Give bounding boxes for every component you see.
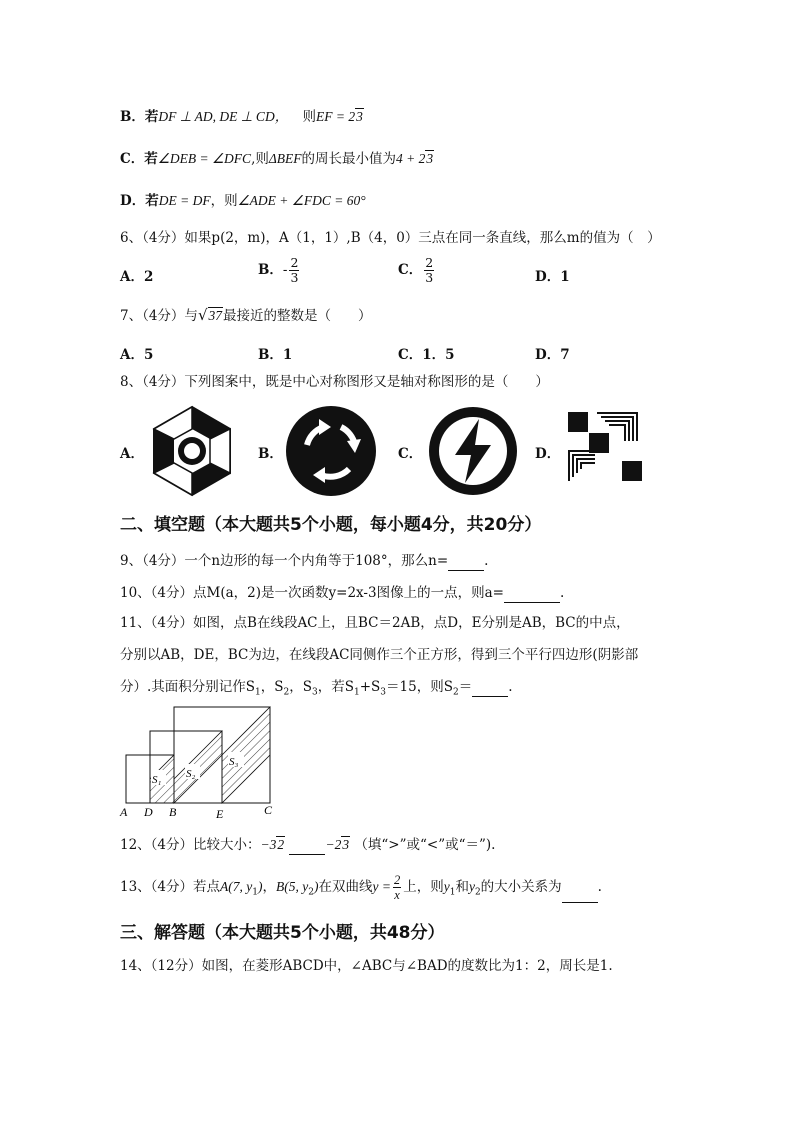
q9-text: 9、（4分）一个n边形的每一个内角等于108°，那么n= . bbox=[120, 553, 489, 569]
q11-point-b: B bbox=[169, 805, 177, 819]
q11-label-s3: S₃ bbox=[229, 756, 239, 768]
q11-label-s2: S₂ bbox=[186, 768, 196, 780]
q11-point-e: E bbox=[216, 807, 224, 820]
q8-figure-b-rotating-arrows bbox=[285, 405, 377, 497]
q11-point-d: D bbox=[144, 805, 153, 819]
section-3-title: 三、解答题（本大题共5个小题，共48分） bbox=[120, 923, 445, 943]
q8-figure-d-squares bbox=[567, 411, 643, 485]
q7-option-c: C．1．5 bbox=[398, 347, 455, 363]
q11-line2: 分别以AB，DE，BC为边，在线段AC同侧作三个正方形，得到三个平行四边形(阴影部 bbox=[120, 647, 639, 663]
q12-text: 12、（4分）比较大小：−32 −23 （填“>”或“<”或“＝”). bbox=[120, 837, 496, 853]
q6-option-a: A．2 bbox=[120, 269, 154, 285]
q6-option-c: C． $\frac{2}{3}$ bbox=[398, 255, 434, 285]
q8-figure-c-lightning bbox=[427, 405, 519, 497]
q11-answer-blank[interactable] bbox=[472, 678, 508, 697]
q5-option-b: B．若DF ⊥ AD, DE ⊥ CD， 则EF = 23 bbox=[120, 109, 363, 125]
q6-stem: 6、（4分）如果p(2，m)，A（1，1）,B（4，0）三点在同一条直线，那么m的值为（ ） bbox=[120, 230, 661, 246]
q7-option-a: A．5 bbox=[120, 347, 154, 363]
q6-option-d: D．1 bbox=[535, 269, 570, 285]
q7-option-d: D．7 bbox=[535, 347, 570, 363]
q8-label-b: B． bbox=[258, 446, 283, 462]
q5-option-d: D．若DE = DF，则∠ADE + ∠FDC = 60° bbox=[120, 193, 366, 209]
q6-option-b: B．- $\frac{2}{3}$ bbox=[258, 255, 299, 285]
q8-label-a: A． bbox=[120, 446, 144, 462]
q8-label-d: D． bbox=[535, 446, 561, 462]
q7-option-b: B．1 bbox=[258, 347, 293, 363]
q8-label-c: C． bbox=[398, 446, 423, 462]
q10-text: 10、（4分）点M(a，2)是一次函数y=2x-3图像上的一点，则a= . bbox=[120, 585, 565, 601]
q9-answer-blank[interactable] bbox=[448, 552, 484, 571]
q11-line1: 11、（4分）如图，点B在线段AC上，且BC＝2AB，点D，E分别是AB，BC的中点， bbox=[120, 615, 630, 631]
q11-point-a: A bbox=[120, 805, 128, 819]
q11-label-s1: S₁ bbox=[152, 774, 162, 786]
section-2-title: 二、填空题（本大题共5个小题，每小题4分，共20分） bbox=[120, 515, 542, 535]
q12-answer-blank[interactable] bbox=[289, 836, 325, 855]
q11-squares-figure bbox=[118, 704, 286, 820]
q11-point-c: C bbox=[264, 803, 273, 817]
q8-stem: 8、（4分）下列图案中，既是中心对称图形又是轴对称图形的是（ ） bbox=[120, 374, 549, 390]
q14-text: 14、（12分）如图，在菱形ABCD中，∠ABC与∠BAD的度数比为1：2，周长是1. bbox=[120, 958, 613, 974]
q11-line3: 分）.其面积分别记作$S_1$，$S_2$，$S_3$，若$S_1+S_3=15$，则$S_2=$ . bbox=[120, 679, 513, 698]
q8-figure-a-hexagon bbox=[146, 405, 238, 497]
q7-stem: 7、（4分）与√37最接近的整数是（ ） bbox=[120, 306, 372, 324]
q13-answer-blank[interactable] bbox=[562, 872, 598, 903]
q10-answer-blank[interactable] bbox=[504, 584, 560, 603]
q5-option-c: C．若∠DEB = ∠DFC,则ΔBEF的周长最小值为4 + 23 bbox=[120, 151, 434, 167]
q13-text: 13、（4分）若点A(7, $y_1$)，B(5, $y_2$)在双曲线y = $\frac{2}{x}$ 上，则$y_1$和$y_2$的大小关系为 . bbox=[120, 873, 602, 902]
